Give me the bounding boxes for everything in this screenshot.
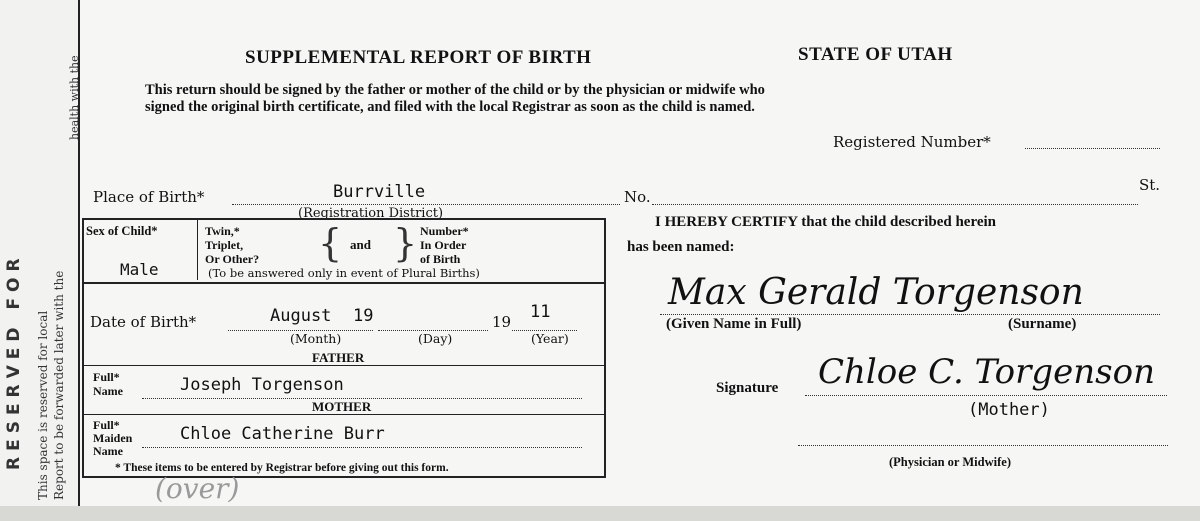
sex-divider	[197, 220, 198, 280]
month-caption: (Month)	[290, 331, 342, 346]
number-label: Number*	[420, 224, 469, 238]
registrar-footnote: * These items to be entered by Registrar before giving out this form.	[115, 462, 449, 474]
mother-name-value: Chloe Catherine Burr	[180, 424, 385, 444]
reserved-vertical-text: RESERVED FOR	[4, 252, 24, 470]
card-bottom-edge	[0, 506, 1200, 521]
street-line	[652, 204, 1138, 205]
surname-caption: (Surname)	[1008, 316, 1077, 332]
child-name-handwritten: Max Gerald Torgenson	[668, 272, 1084, 313]
signature-label: Signature	[716, 380, 779, 396]
place-of-birth-label: Place of Birth*	[93, 188, 205, 206]
father-heading: FATHER	[312, 350, 365, 365]
signer-role: (Mother)	[968, 400, 1050, 420]
in-order-label: In Order	[420, 238, 467, 252]
signature-line	[805, 395, 1167, 396]
birth-day-value: 19	[353, 306, 374, 326]
and-label: and	[350, 237, 371, 252]
physician-caption: (Physician or Midwife)	[889, 455, 1011, 469]
birth-year-value: 11	[530, 302, 551, 322]
father-name-label: Name	[93, 384, 123, 398]
plural-row-bottom-rule	[82, 282, 604, 284]
over-annotation: (over)	[155, 472, 240, 505]
father-name-value: Joseph Torgenson	[180, 375, 344, 395]
sex-of-child-value: Male	[120, 260, 159, 279]
certify-line-2: has been named:	[627, 239, 735, 255]
instructions-line-2: signed the original birth certificate, and filed with the local Registrar as soon as the child is named.	[145, 99, 755, 115]
street-no-label: No.	[624, 188, 651, 206]
mother-name-line	[142, 447, 582, 448]
signature-handwritten: Chloe C. Torgenson	[818, 352, 1155, 392]
binding-text-3: health with the	[68, 55, 81, 140]
father-top-rule	[82, 365, 604, 366]
right-brace: }	[393, 221, 418, 265]
year-caption: (Year)	[531, 331, 569, 346]
instructions-line-1: This return should be signed by the father or mother of the child or by the physician or midwife who	[145, 82, 765, 98]
mother-heading: MOTHER	[312, 399, 372, 414]
day-caption: (Day)	[418, 331, 453, 346]
physician-line	[798, 445, 1168, 446]
date-of-birth-label: Date of Birth*	[90, 313, 197, 331]
binding-text-1: This space is reserved for local	[36, 310, 50, 500]
mother-maiden-label: Maiden	[93, 431, 133, 445]
twin-label: Twin,*	[205, 224, 240, 238]
triplet-label: Triplet,	[205, 238, 244, 252]
place-of-birth-value: Burrville	[333, 182, 426, 202]
form-title: SUPPLEMENTAL REPORT OF BIRTH	[245, 47, 592, 68]
place-of-birth-line	[232, 204, 620, 205]
certify-line-1: I HEREBY CERTIFY that the child described herein	[655, 214, 997, 230]
sex-of-child-label: Sex of Child*	[86, 224, 158, 238]
birth-month-value: August	[270, 306, 332, 326]
registration-district-caption: (Registration District)	[298, 206, 444, 221]
or-other-label: Or Other?	[205, 252, 260, 266]
left-brace: {	[318, 221, 343, 265]
street-st-label: St.	[1139, 176, 1161, 194]
mother-top-rule	[82, 414, 604, 415]
given-name-caption: (Given Name in Full)	[666, 316, 802, 332]
plural-births-note: (To be answered only in event of Plural Births)	[208, 266, 480, 280]
binding-text-2: Report to be forwarded later with the	[52, 270, 66, 500]
mother-name-label: Name	[93, 444, 123, 458]
left-margin-strip	[0, 0, 80, 521]
registered-number-label: Registered Number*	[833, 133, 991, 151]
of-birth-label: of Birth	[420, 252, 461, 266]
child-name-line	[660, 314, 1160, 315]
father-full-label: Full*	[93, 370, 120, 384]
registered-number-line	[1025, 148, 1160, 149]
year-prefix: 19	[492, 313, 512, 331]
mother-full-label: Full*	[93, 418, 120, 432]
state-title: STATE OF UTAH	[798, 44, 953, 65]
